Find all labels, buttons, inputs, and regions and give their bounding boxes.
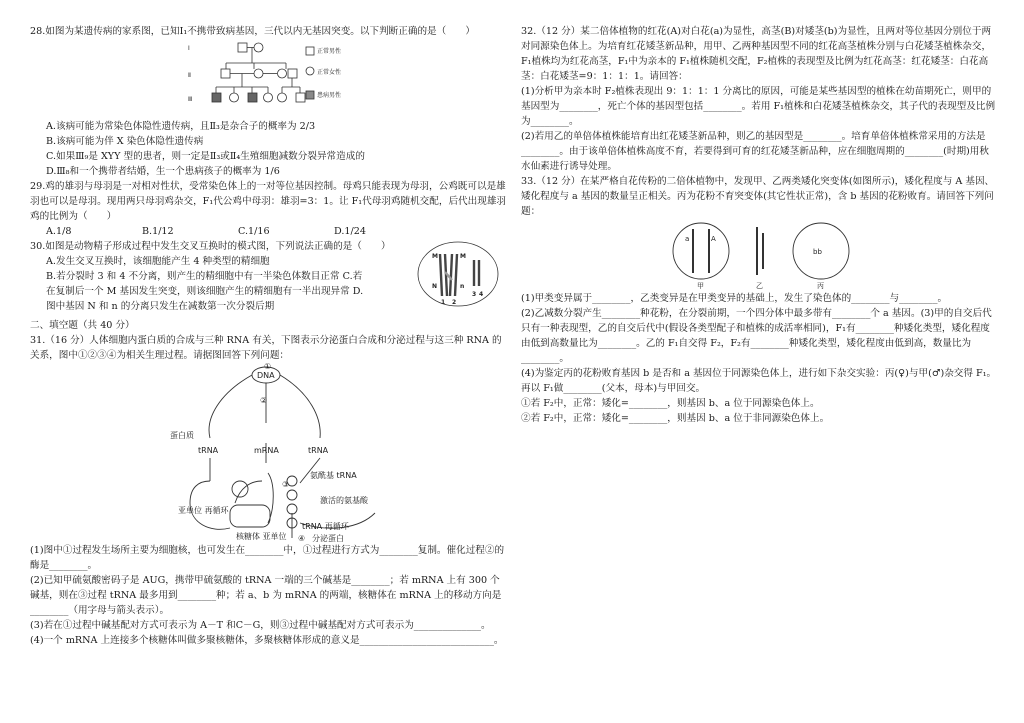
q30-line-2: B.若分裂时 3 和 4 不分离，则产生的精细胞中有一半染色体数目正常 C.若 bbox=[46, 271, 363, 282]
pedigree-III12 bbox=[296, 93, 305, 102]
fig33-bing: 丙 bbox=[817, 282, 824, 290]
legend-normal-male-icon bbox=[306, 47, 314, 55]
fig-label-4: 4 bbox=[479, 291, 484, 298]
fig33-a: a bbox=[685, 235, 690, 243]
fig33-jia: 甲 bbox=[697, 282, 704, 290]
q33-stem: 33.（12 分）在某严格自花传粉的二倍体植物中，发现甲、乙两类矮化突变体(如图所示)，矮化程度与 A 基因、矮化程度与 a 基因的数量呈正相关。丙为花粉不育突变体(其它性状正常)，含 b 基因的花粉败育。请回答下列问题： bbox=[521, 176, 995, 217]
legend-normal-male: 正常男性 bbox=[317, 48, 342, 55]
q30-stem: 30.如图是动物精子形成过程中发生交叉互换时的模式图，下列说法正确的是（ ） bbox=[30, 241, 391, 252]
q30-line-1: A.发生交叉互换时，该细胞能产生 4 种类型的精细胞 bbox=[46, 256, 270, 267]
pedigree-III10 bbox=[264, 93, 273, 102]
q32-sub-2: (2)若用乙的单倍体植株能培育出红花矮茎新品种，则乙的基因型是________。培育单倍体植株常采用的方法是________。由于该单倍体植株高度不育，若要得到可育的红花矮茎新品种，应在细胞周期的________(时期)用秋水仙素进行诱导处理。 bbox=[521, 131, 989, 172]
q28-option-a: A.该病可能为常染色体隐性遗传病，且Ⅱ₃是杂合子的概率为 2/3 bbox=[46, 121, 316, 132]
q31-sub-2: (2)已知甲硫氨酸密码子是 AUG，携带甲硫氨酸的 tRNA 一端的三个碱基是________；若 mRNA 上有 300 个碱基，则在③过程 tRNA 最多用到________种；若 a、b 为 mRNA 的两端，核糖体在 mRNA 上的移动方向是________（用字母与箭头表示）。 bbox=[30, 575, 502, 616]
section-2-heading: 二、填空题（共 40 分） bbox=[30, 320, 135, 331]
fig31-small-subunit: 亚单位 再循环 bbox=[178, 506, 229, 515]
q33-case-2: ②若 F₂中，正常：矮化=________，则基因 b、a 位于非同源染色体上。 bbox=[521, 413, 830, 424]
q33-sub-1: (1)甲类变异属于________，乙类变异是在甲类变异的基础上，发生了染色体的________与________。 bbox=[521, 293, 948, 304]
fig33-A: A bbox=[711, 235, 716, 243]
legend-normal-female-icon bbox=[306, 67, 314, 75]
gen-label-I: Ⅰ bbox=[188, 45, 190, 52]
pedigree-III11 bbox=[278, 93, 287, 102]
pedigree-chart bbox=[30, 39, 342, 119]
q30-line-4: 图中基因 N 和 n 的分离只发生在减数第一次分裂后期 bbox=[46, 301, 275, 312]
fig-label-n: n bbox=[460, 283, 465, 290]
fig31-mrna: mRNA bbox=[254, 446, 279, 455]
q28-option-d: D.Ⅲ₈和一个携带者结婚，生一个患病孩子的概率为 1/6 bbox=[46, 166, 280, 177]
mutant-chromosome-diagram bbox=[521, 219, 997, 291]
crossover-cell-figure bbox=[416, 240, 500, 308]
fig33-yi: 乙 bbox=[756, 282, 763, 290]
fig-label-N: N bbox=[432, 283, 438, 290]
legend-normal-female: 正常女性 bbox=[317, 69, 342, 76]
fig31-trna: tRNA bbox=[198, 446, 219, 455]
fig31-n1: ① bbox=[264, 362, 272, 371]
fig33-bb: bb bbox=[813, 248, 822, 256]
q33-sub-4: (4)为鉴定丙的花粉败育基因 b 是否和 a 基因位于同源染色体上，进行如下杂交实验：丙(♀)与甲(♂)杂交得 F₁。再以 F₁做________(父本，母本)与甲回交。 bbox=[521, 368, 997, 394]
fig31-secrete: 分泌蛋白 bbox=[312, 534, 344, 543]
fig31-protein: 蛋白质 bbox=[170, 431, 194, 440]
q29-options bbox=[30, 224, 508, 239]
legend-affected-male-icon bbox=[306, 91, 314, 99]
q32-stem: 32.（12 分）某二倍体植物的红花(A)对白花(a)为显性，高茎(B)对矮茎(b)为显性，且两对等位基因分别位于两对同源染色体上。为培育红花矮茎新品种，用甲、乙两种基因型不同的红花高茎植株分别与白花矮茎植株杂交，F₁植株均为红花高茎，F₁中为亲本的 F₁植株随机交配，F₂植株的表现型及比例为红花高茎：红花矮茎：白花高茎：白花矮茎=9：1：1：1。请回答： bbox=[521, 26, 992, 82]
fig31-activated: 激活的氨基酸 bbox=[320, 496, 368, 505]
fig-label-M1: M bbox=[432, 253, 438, 260]
fig31-aa-trna: 氨酰基 tRNA bbox=[310, 471, 357, 480]
fig-label-1: 1 bbox=[441, 299, 446, 306]
q32-sub-1: (1)分析甲为亲本时 F₂植株表现出 9：1：1：1 分离比的原因，可能是某些基因型的植株在幼苗期死亡，则甲的基因型为________，死亡个体的基因型包括________。若用 F₁植株和白花矮茎植株杂交，其子代的表现型及比例为________。 bbox=[521, 86, 996, 127]
gen-label-III: Ⅲ bbox=[188, 96, 193, 103]
fig31-n4: ④ bbox=[298, 534, 306, 543]
cell-jia-outline bbox=[673, 223, 729, 279]
q31-stem: 31.（16 分）人体细胞内蛋白质的合成与三种 RNA 有关，下图表示分泌蛋白合成和分泌过程与这三种 RNA 的关系，图中①②③④为相关生理过程。请据图回答下列问题： bbox=[30, 335, 502, 361]
pedigree-II4 bbox=[254, 69, 263, 78]
q30-line-3: 在复制后一个 M 基因发生突变，则该细胞产生的精细胞有一半出现异常 D. bbox=[46, 286, 364, 297]
fig-label-M2: M bbox=[460, 253, 466, 260]
protein-synthesis-figure bbox=[30, 363, 508, 543]
q28-option-c: C.如果Ⅲ₉是 XYY 型的患者，则一定是Ⅱ₃或Ⅱ₄生殖细胞减数分裂异常造成的 bbox=[46, 151, 365, 162]
fig-label-3: 3 bbox=[472, 291, 477, 298]
fig31-dna: DNA bbox=[257, 371, 275, 380]
pedigree-II3 bbox=[221, 69, 230, 78]
pedigree-III7 bbox=[212, 93, 221, 102]
q28-option-b: B.该病可能为伴 X 染色体隐性遗传病 bbox=[46, 136, 204, 147]
q29-option-a: A.1/8 bbox=[46, 226, 72, 237]
fig31-n2: ② bbox=[260, 396, 268, 405]
pedigree-II5 bbox=[278, 69, 287, 78]
right-column bbox=[521, 24, 997, 426]
fig31-ribosome: 核糖体 亚单位 bbox=[236, 532, 287, 541]
pedigree-III8 bbox=[230, 93, 239, 102]
q31-sub-4: (4)一个 mRNA 上连接多个核糖体叫做多聚核糖体，多聚核糖体形成的意义是____________________________。 bbox=[30, 635, 504, 646]
gen-label-II: Ⅱ bbox=[188, 72, 191, 79]
mutant-figure bbox=[521, 219, 997, 291]
fig-label-2: 2 bbox=[452, 299, 457, 306]
q33-case-1: ①若 F₂中，正常：矮化=________，则基因 b、a 位于同源染色体上。 bbox=[521, 398, 820, 409]
q30-body bbox=[30, 254, 508, 314]
left-column bbox=[30, 24, 508, 648]
q31-sub-1: (1)图中①过程发生场所主要为细胞核，也可发生在________中，①过程进行方式为________复制。催化过程②的酶是________。 bbox=[30, 545, 505, 571]
pedigree-II6 bbox=[288, 69, 297, 78]
q31-sub-3: (3)若在①过程中碱基配对方式可表示为 A－T 和C－G，则③过程中碱基配对方式可表示为______________。 bbox=[30, 620, 491, 631]
fig31-trna-cycle: tRNA 再循环 bbox=[302, 522, 349, 531]
pedigree-I1 bbox=[238, 43, 247, 52]
q29-stem: 29.鸡的雄羽与母羽是一对相对性状，受常染色体上的一对等位基因控制。母鸡只能表现为母羽，公鸡既可以是雄羽也可以是母羽。现用两只母羽鸡杂交，F₁代公鸡中母羽：雄羽=3：1。让 F₁代母羽鸡随机交配，后代出现雄羽鸡的比例为（ ） bbox=[30, 181, 507, 222]
q33-sub-2: (2)乙减数分裂产生________种花粉，在分裂前期，一个四分体中最多带有________个 a 基因。(3)甲的自交后代只有一种表现型，乙的自交后代中(假设各类型配子和植株的成活率相同)，F₁有________种矮化类型，矮化程度由低到高数量比为________。乙的 F₁自交得 F₂，F₂有________种矮化类型，矮化程度由低到高，数量比为________。 bbox=[521, 308, 992, 364]
legend-affected-male: 患病男性 bbox=[317, 92, 342, 99]
q29-option-d: D.1/24 bbox=[334, 226, 366, 237]
q29-option-c: C.1/16 bbox=[238, 226, 270, 237]
pedigree-figure bbox=[30, 39, 508, 119]
fig31-trna2: tRNA bbox=[308, 446, 329, 455]
q29-option-b: B.1/12 bbox=[142, 226, 174, 237]
fig31-n3: ③ bbox=[282, 480, 290, 489]
protein-synthesis-diagram bbox=[30, 363, 508, 543]
pedigree-III9 bbox=[248, 93, 257, 102]
q28-stem: 28.如图为某遗传病的家系图，已知Ⅰ₁不携带致病基因，三代以内无基因突变。以下判断正确的是（ ） bbox=[30, 26, 476, 37]
pedigree-I2 bbox=[254, 43, 263, 52]
